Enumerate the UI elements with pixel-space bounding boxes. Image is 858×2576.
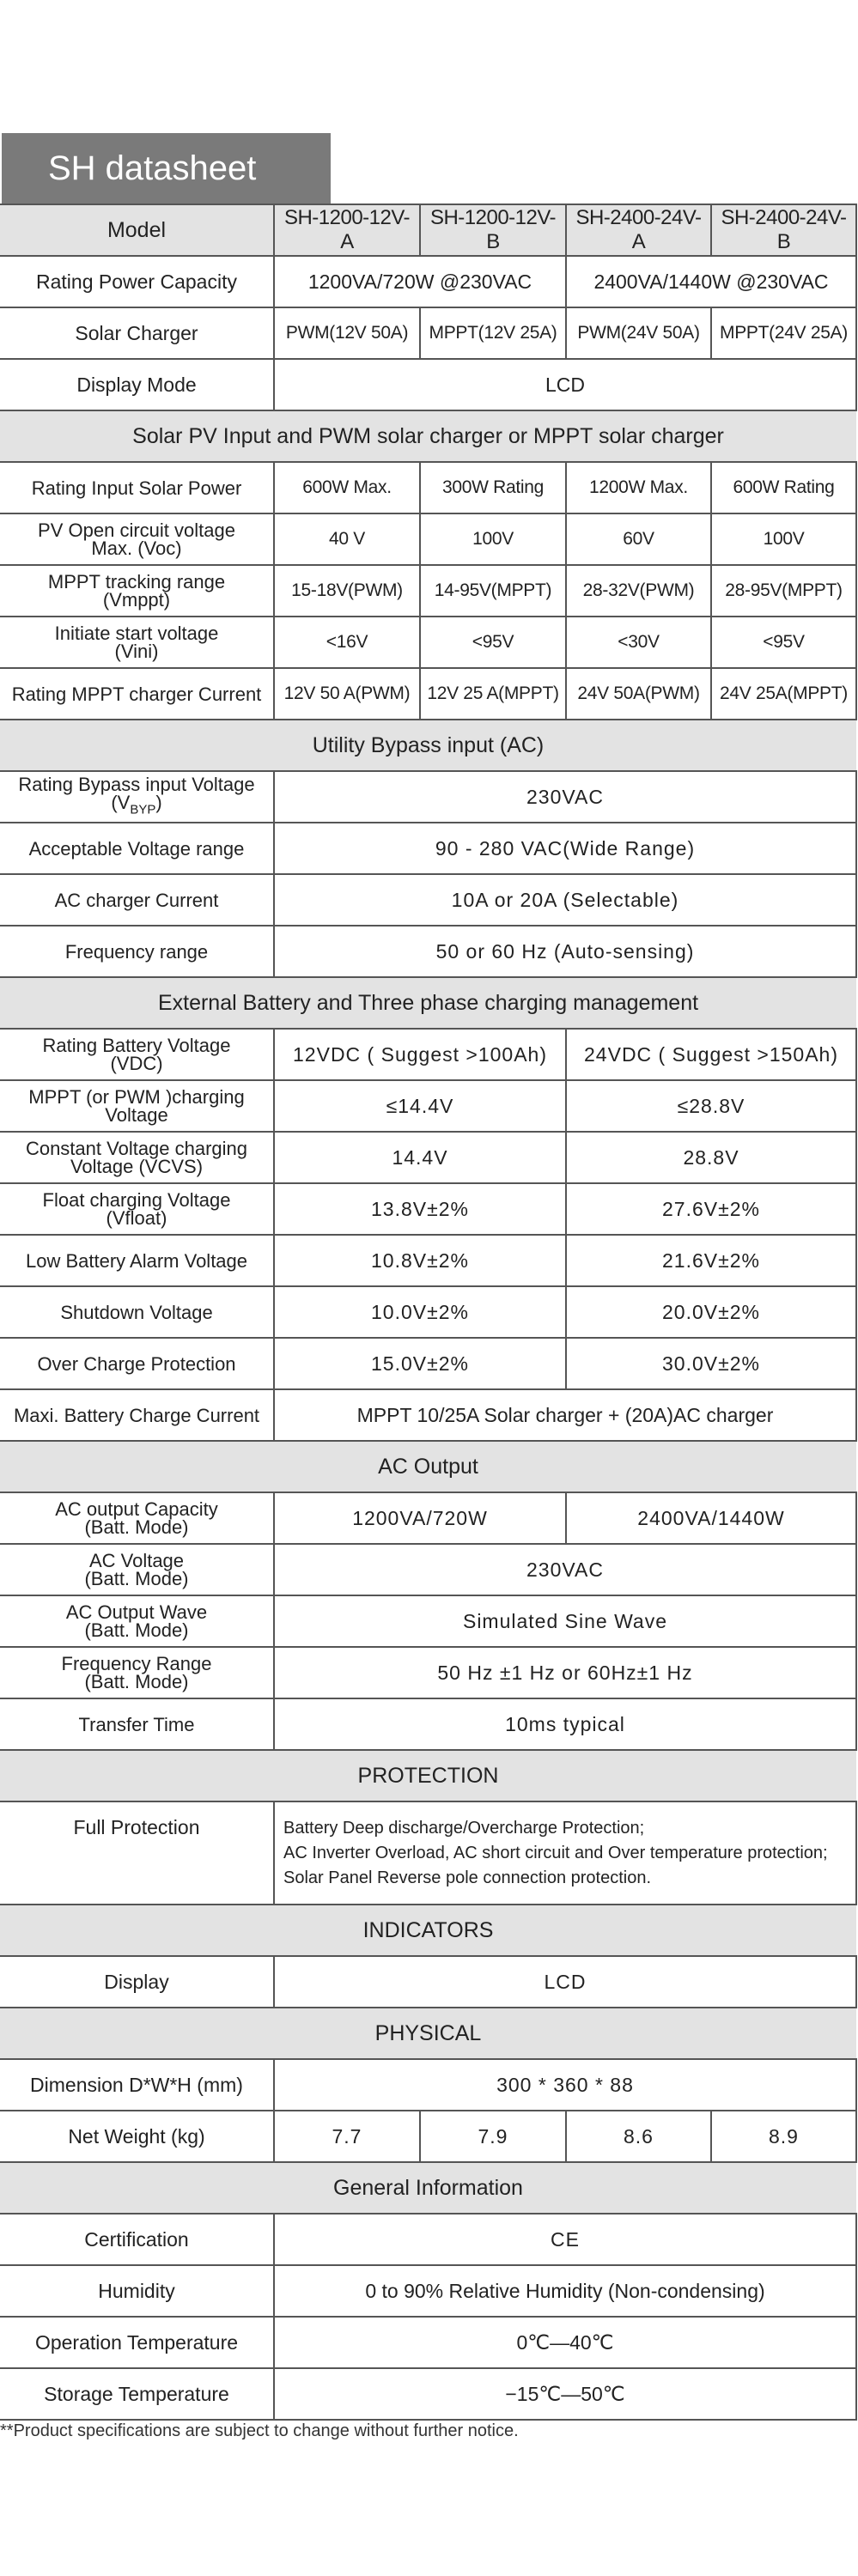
row-value: <30V — [566, 617, 711, 668]
row-value: ≤14.4V — [274, 1080, 566, 1132]
row-value: 14.4V — [274, 1132, 566, 1183]
model-name: SH-1200-12V-B — [420, 204, 566, 256]
row-label: Frequency Range (Batt. Mode) — [0, 1647, 274, 1698]
model-name: SH-2400-24V-B — [711, 204, 856, 256]
spec-row — [0, 926, 856, 977]
model-name: SH-2400-24V-A — [566, 204, 711, 256]
row-label: Shutdown Voltage — [0, 1286, 274, 1338]
section-title: INDICATORS — [0, 1905, 856, 1956]
row-label: Low Battery Alarm Voltage — [0, 1235, 274, 1286]
spec-row — [0, 1132, 856, 1183]
row-value: PWM(12V 50A) — [274, 307, 420, 359]
row-value: 300W Rating — [420, 462, 566, 513]
row-value: 600W Max. — [274, 462, 420, 513]
row-value: PWM(24V 50A) — [566, 307, 711, 359]
footer-notice: **Product specifications are subject to change without further notice. — [0, 2421, 519, 2440]
row-value: 2400VA/1440W — [566, 1492, 856, 1544]
model-label: Model — [0, 204, 274, 256]
row-value: 600W Rating — [711, 462, 856, 513]
model-name: SH-1200-12V-A — [274, 204, 420, 256]
datasheet-table — [0, 204, 857, 2421]
row-label: Certification — [0, 2214, 274, 2265]
row-value: LCD — [274, 359, 856, 410]
display-mode-row — [0, 359, 856, 410]
spec-row — [0, 1544, 856, 1595]
protection-line: AC Inverter Overload, AC short circuit and Over temperature protection; — [283, 1843, 828, 1862]
spec-row — [0, 565, 856, 617]
row-value: 8.6 — [566, 2111, 711, 2162]
row-value: 13.8V±2% — [274, 1183, 566, 1235]
row-label: Acceptable Voltage range — [0, 823, 274, 874]
section-title: PROTECTION — [0, 1750, 856, 1801]
row-label: AC Voltage (Batt. Mode) — [0, 1544, 274, 1595]
row-value: 1200VA/720W — [274, 1492, 566, 1544]
protection-line: Solar Panel Reverse pole connection protection. — [283, 1868, 652, 1887]
row-label: AC output Capacity (Batt. Mode) — [0, 1492, 274, 1544]
spec-row — [0, 1389, 856, 1441]
row-value: 1200W Max. — [566, 462, 711, 513]
row-value: 10.0V±2% — [274, 1286, 566, 1338]
row-value: LCD — [274, 1956, 856, 2008]
spec-row — [0, 1338, 856, 1389]
row-value: 0℃—40℃ — [274, 2317, 856, 2368]
row-value: 20.0V±2% — [566, 1286, 856, 1338]
row-label: Float charging Voltage (Vfloat) — [0, 1183, 274, 1235]
row-value: 30.0V±2% — [566, 1338, 856, 1389]
row-label: Transfer Time — [0, 1698, 274, 1750]
rating-power-row — [0, 256, 856, 307]
protection-line: Battery Deep discharge/Overcharge Protection; — [283, 1818, 645, 1838]
row-label: Operation Temperature — [0, 2317, 274, 2368]
row-value: −15℃—50℃ — [274, 2368, 856, 2420]
row-value: 40 V — [274, 513, 420, 565]
section-header — [0, 410, 856, 462]
row-label: AC charger Current — [0, 874, 274, 926]
row-value: 7.9 — [420, 2111, 566, 2162]
row-value: <95V — [711, 617, 856, 668]
row-value: Simulated Sine Wave — [274, 1595, 856, 1647]
section-header — [0, 1441, 856, 1492]
row-value: 100V — [420, 513, 566, 565]
section-header — [0, 1905, 856, 1956]
spec-row — [0, 1235, 856, 1286]
section-header — [0, 2162, 856, 2214]
spec-row — [0, 1956, 856, 2008]
model-row — [0, 204, 856, 256]
spec-row — [0, 1647, 856, 1698]
spec-row — [0, 1698, 856, 1750]
row-label: MPPT (or PWM )charging Voltage — [0, 1080, 274, 1132]
row-value: 12V 25 A(MPPT) — [420, 668, 566, 720]
row-value: 24V 25A(MPPT) — [711, 668, 856, 720]
row-value: 24V 50A(PWM) — [566, 668, 711, 720]
row-value: <16V — [274, 617, 420, 668]
spec-row — [0, 874, 856, 926]
spec-row — [0, 617, 856, 668]
row-value: 90 - 280 VAC(Wide Range) — [274, 823, 856, 874]
row-label: Rating MPPT charger Current — [0, 668, 274, 720]
row-value: 7.7 — [274, 2111, 420, 2162]
row-label: Maxi. Battery Charge Current — [0, 1389, 274, 1441]
section-title: General Information — [0, 2162, 856, 2214]
row-label: MPPT tracking range (Vmppt) — [0, 565, 274, 617]
section-title: Utility Bypass input (AC) — [0, 720, 856, 771]
row-label: Rating Power Capacity — [0, 256, 274, 307]
spec-row — [0, 462, 856, 513]
row-value: 230VAC — [274, 1544, 856, 1595]
section-title: AC Output — [0, 1441, 856, 1492]
row-value: 21.6V±2% — [566, 1235, 856, 1286]
row-label: Initiate start voltage (Vini) — [0, 617, 274, 668]
row-label: Rating Battery Voltage (VDC) — [0, 1029, 274, 1080]
row-value: MPPT(24V 25A) — [711, 307, 856, 359]
section-header — [0, 1750, 856, 1801]
section-header — [0, 720, 856, 771]
spec-row — [0, 1286, 856, 1338]
row-value: 28.8V — [566, 1132, 856, 1183]
row-value: 27.6V±2% — [566, 1183, 856, 1235]
protection-list — [274, 1801, 856, 1905]
row-value: MPPT 10/25A Solar charger + (20A)AC charger — [274, 1389, 856, 1441]
protection-row — [0, 1801, 856, 1905]
spec-row — [0, 1595, 856, 1647]
spec-row — [0, 2111, 856, 2162]
row-value: 60V — [566, 513, 711, 565]
row-value: 50 or 60 Hz (Auto-sensing) — [274, 926, 856, 977]
row-label: Constant Voltage charging Voltage (VCVS) — [0, 1132, 274, 1183]
row-value: 8.9 — [711, 2111, 856, 2162]
row-value: 1200VA/720W @230VAC — [274, 256, 566, 307]
row-value: 10ms typical — [274, 1698, 856, 1750]
row-value: 230VAC — [274, 771, 856, 823]
row-value: MPPT(12V 25A) — [420, 307, 566, 359]
row-value: ≤28.8V — [566, 1080, 856, 1132]
spec-row — [0, 1080, 856, 1132]
spec-row — [0, 1183, 856, 1235]
row-value: <95V — [420, 617, 566, 668]
section-title: PHYSICAL — [0, 2008, 856, 2059]
page-title: SH datasheet — [2, 133, 331, 204]
row-value: 28-32V(PWM) — [566, 565, 711, 617]
spec-row — [0, 668, 856, 720]
row-value: 12VDC ( Suggest >100Ah) — [274, 1029, 566, 1080]
row-label: Humidity — [0, 2265, 274, 2317]
spec-row — [0, 513, 856, 565]
spec-row — [0, 2214, 856, 2265]
row-value: 15.0V±2% — [274, 1338, 566, 1389]
row-value: 50 Hz ±1 Hz or 60Hz±1 Hz — [274, 1647, 856, 1698]
row-value: 10A or 20A (Selectable) — [274, 874, 856, 926]
row-label: Over Charge Protection — [0, 1338, 274, 1389]
row-value: 300 * 360 * 88 — [274, 2059, 856, 2111]
row-label: Frequency range — [0, 926, 274, 977]
section-title: External Battery and Three phase charging management — [0, 977, 856, 1029]
row-value: 2400VA/1440W @230VAC — [566, 256, 856, 307]
row-label: AC Output Wave (Batt. Mode) — [0, 1595, 274, 1647]
row-label: Solar Charger — [0, 307, 274, 359]
row-label: Full Protection — [0, 1801, 274, 1905]
section-header — [0, 2008, 856, 2059]
row-value: 24VDC ( Suggest >150Ah) — [566, 1029, 856, 1080]
spec-row — [0, 771, 856, 823]
spec-row — [0, 2368, 856, 2420]
row-label: Rating Bypass input Voltage $(V_{BYP})$ — [0, 771, 274, 823]
spec-row — [0, 1029, 856, 1080]
row-value: 10.8V±2% — [274, 1235, 566, 1286]
row-value: CE — [274, 2214, 856, 2265]
row-value: 28-95V(MPPT) — [711, 565, 856, 617]
row-value: 0 to 90% Relative Humidity (Non-condensing) — [274, 2265, 856, 2317]
row-label: Net Weight (kg) — [0, 2111, 274, 2162]
row-value: 100V — [711, 513, 856, 565]
solar-charger-row — [0, 307, 856, 359]
spec-row — [0, 2265, 856, 2317]
spec-row — [0, 2059, 856, 2111]
row-value: 15-18V(PWM) — [274, 565, 420, 617]
spec-row — [0, 1492, 856, 1544]
row-label: Storage Temperature — [0, 2368, 274, 2420]
row-value: 12V 50 A(PWM) — [274, 668, 420, 720]
section-title: Solar PV Input and PWM solar charger or MPPT solar charger — [0, 410, 856, 462]
row-label: PV Open circuit voltage Max. (Voc) — [0, 513, 274, 565]
spec-row — [0, 823, 856, 874]
spec-row — [0, 2317, 856, 2368]
row-label: Display — [0, 1956, 274, 2008]
row-value: 14-95V(MPPT) — [420, 565, 566, 617]
row-label: Rating Input Solar Power — [0, 462, 274, 513]
row-label: Dimension D*W*H (mm) — [0, 2059, 274, 2111]
section-header — [0, 977, 856, 1029]
row-label: Display Mode — [0, 359, 274, 410]
